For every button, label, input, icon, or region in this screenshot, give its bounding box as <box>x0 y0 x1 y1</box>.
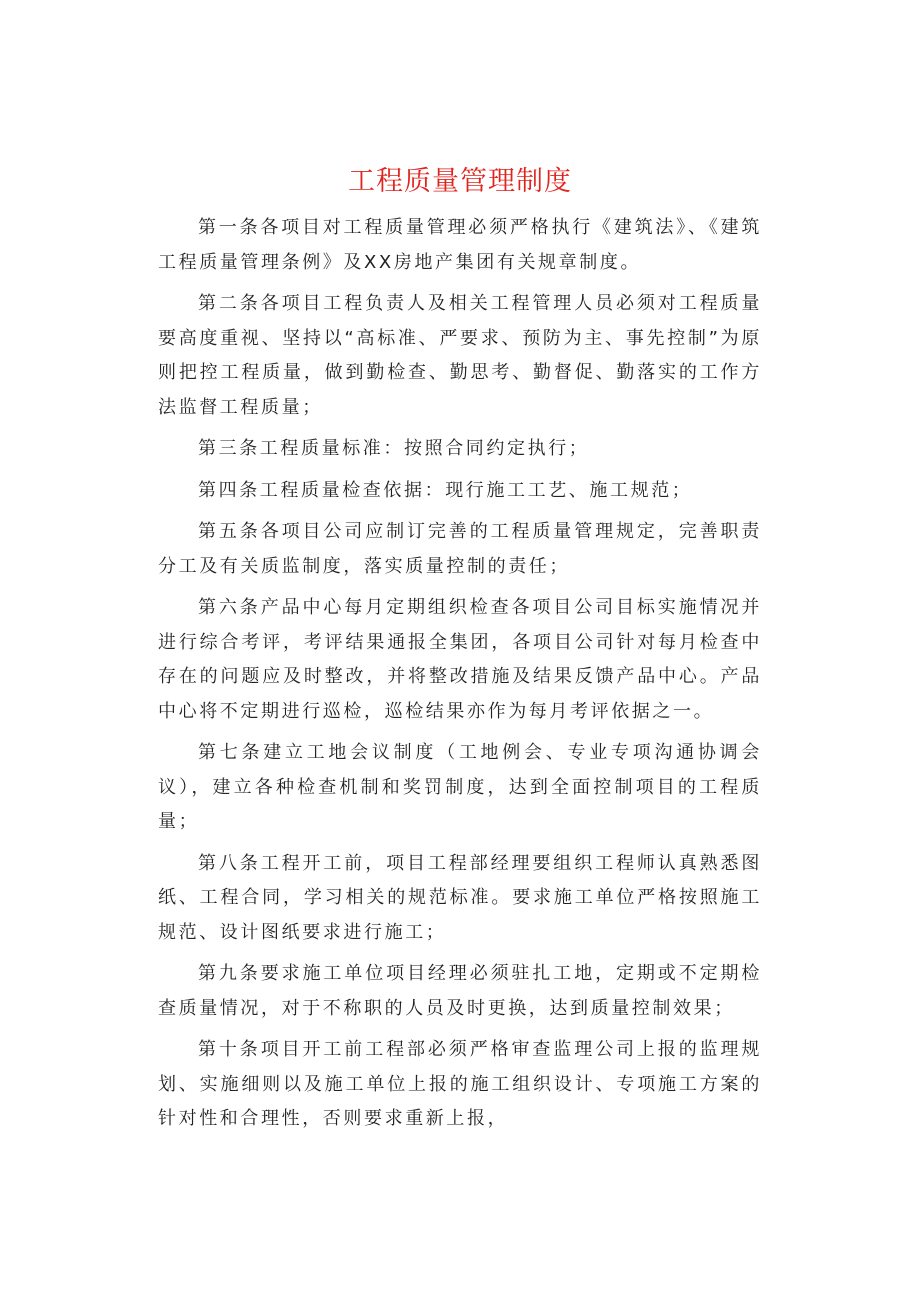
article-9: 第九条要求施工单位项目经理必须驻扎工地，定期或不定期检查质量情况，对于不称职的人员及时更换，达到质量控制效果； <box>158 963 762 1019</box>
article-7: 第七条建立工地会议制度（工地例会、专业专项沟通协调会议），建立各种检查机制和奖罚制度，达到全面控制项目的工程质量； <box>158 742 762 832</box>
document-title: 工程质量管理制度 <box>348 166 572 197</box>
article-10: 第十条项目开工前工程部必须严格审查监理公司上报的监理规划、实施细则以及施工单位上报的施工组织设计、专项施工方案的针对性和合理性，否则要求重新上报， <box>158 1039 762 1129</box>
article-3: 第三条工程质量标准：按照合同约定执行； <box>198 438 590 459</box>
article-5: 第五条各项目公司应制订完善的工程质量管理规定，完善职责分工及有关质监制度，落实质量控制的责任； <box>158 521 762 577</box>
article-2: 第二条各项目工程负责人及相关工程管理人员必须对工程质量要高度重视、坚持以“高标准、严要求、预防为主、事先控制”为原则把控工程质量，做到勤检查、勤思考、勤督促、勤落实的工作方法监督工程质量； <box>158 293 762 418</box>
article-8: 第八条工程开工前，项目工程部经理要组织工程师认真熟悉图纸、工程合同，学习相关的规范标准。要求施工单位严格按照施工规范、设计图纸要求进行施工； <box>158 852 762 943</box>
article-4: 第四条工程质量检查依据：现行施工工艺、施工规范； <box>198 479 693 501</box>
document-body <box>158 211 762 1144</box>
article-6: 第六条产品中心每月定期组织检查各项目公司目标实施情况并进行综合考评，考评结果通报全集团，各项目公司针对每月检查中存在的问题应及时整改，并将整改措施及结果反馈产品中心。产品中心将不定期进行巡检，巡检结果亦作为每月考评依据之一。 <box>158 597 762 722</box>
article-1: 第一条各项目对工程质量管理必须严格执行《建筑法》、《建筑工程质量管理条例》及XX房地产集团有关规章制度。 <box>158 217 762 273</box>
